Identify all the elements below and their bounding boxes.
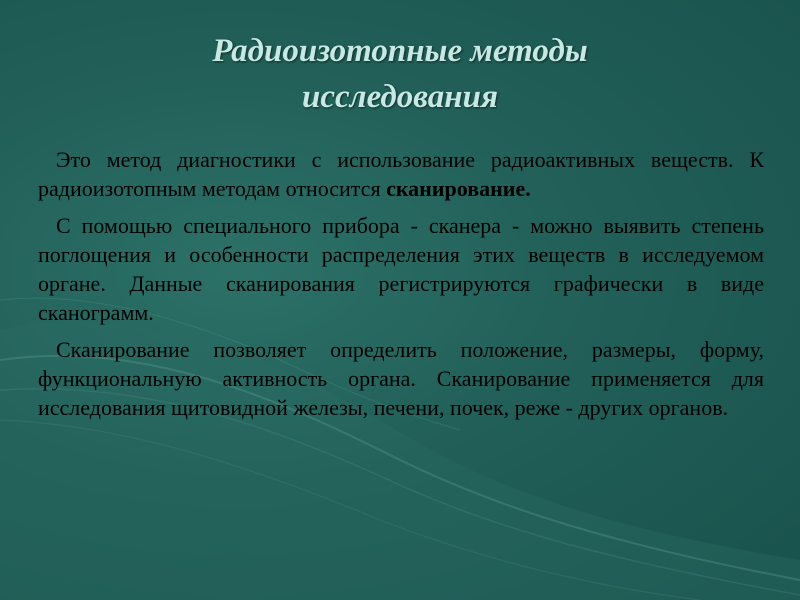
slide-body: [38, 145, 764, 430]
paragraph-2: С помощью специального прибора - сканера - можно выявить степень поглощения и особенности распределения этих веществ в исследуемом органе. Данные сканирования регистрируются графически в виде сканограмм.: [38, 213, 764, 325]
slide-title: [60, 28, 740, 120]
paragraph-3: Сканирование позволяет определить положение, размеры, форму, функциональную активность органа. Сканирование применяется для исследования щитовидной железы, печени, почек, реже - других органов.: [38, 337, 764, 420]
paragraph-1-bold-term: сканирование.: [386, 176, 531, 201]
paragraph-1-text: Это метод диагностики с использование радиоактивных веществ. К радиоизотопным методам относится: [38, 147, 764, 201]
paragraph-1: [38, 145, 764, 203]
title-line-2: исследования: [302, 79, 498, 115]
title-line-1: Радиоизотопные методы: [212, 33, 588, 69]
